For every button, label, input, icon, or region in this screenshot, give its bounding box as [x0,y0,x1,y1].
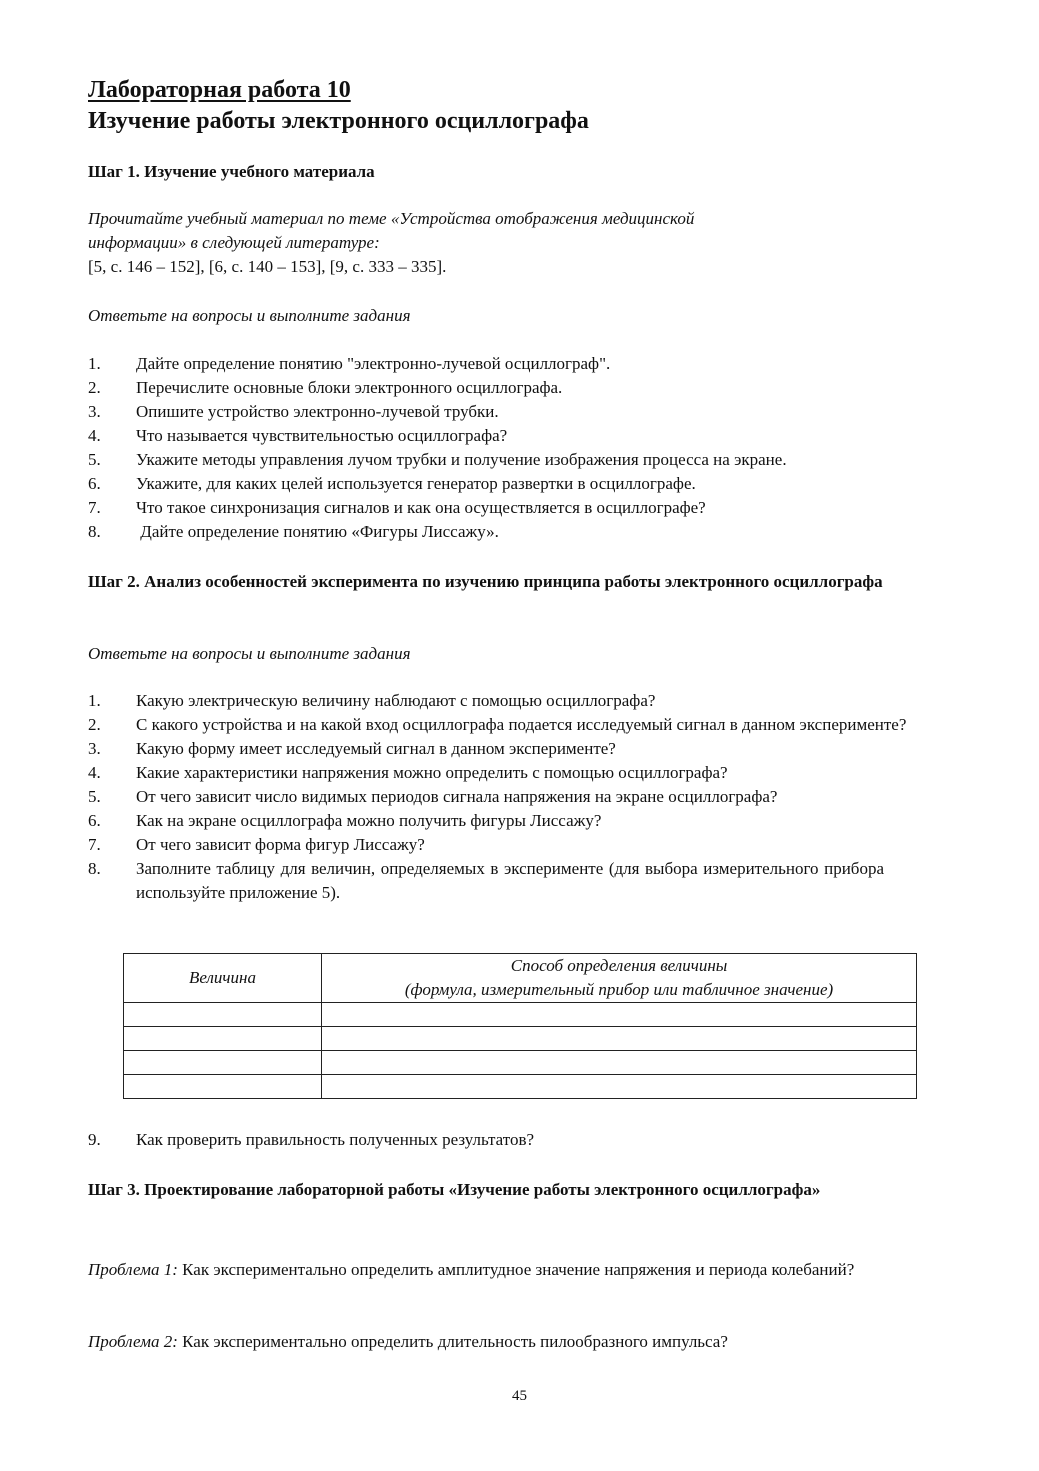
question-text: Что такое синхронизация сигналов и как она осуществляется в осциллографе? [136,498,706,517]
question-text: Заполните таблицу для величин, определяемых в эксперименте (для выбора измерительного прибора используйте приложение 5). [136,859,884,902]
table-cell [124,1027,322,1051]
step2-question [88,1128,954,1152]
question-number: 4. [88,763,101,782]
question-text: Что называется чувствительностью осциллографа? [136,426,508,445]
step2-question [88,737,954,761]
table-header-method [322,954,917,1003]
lab-subtitle: Изучение работы электронного осциллографа [88,108,589,134]
question-number: 4. [88,426,101,445]
question-text: Как на экране осциллографа можно получить фигуры Лиссажу? [136,811,602,830]
step2-question-9 [88,1128,954,1152]
table-row [124,1003,917,1027]
step2-question [88,689,954,713]
question-number: 3. [88,402,101,421]
question-number: 2. [88,715,101,734]
problem-2 [88,1330,954,1353]
step1-question [88,496,954,520]
step1-question [88,520,954,544]
step3-heading: Шаг 3. Проектирование лабораторной работы «Изучение работы электронного осциллографа» [88,1180,821,1199]
step1-reading-line1: Прочитайте учебный материал по теме «Устройства отображения медицинской [88,209,695,228]
question-number: 7. [88,835,101,854]
table-row [124,1027,917,1051]
lab-title: Лабораторная работа 10 [88,77,351,103]
step2-heading: Шаг 2. Анализ особенностей эксперимента по изучению принципа работы электронного осциллографа [88,572,883,591]
question-text: От чего зависит форма фигур Лиссажу? [136,835,425,854]
question-number: 3. [88,739,101,758]
step1-question-list [88,352,954,544]
question-text: С какого устройства и на какой вход осциллографа подается исследуемый сигнал в данном эксперименте? [136,715,907,734]
question-text: От чего зависит число видимых периодов сигнала напряжения на экране осциллографа? [136,787,778,806]
question-number: 5. [88,787,101,806]
step1-question [88,424,954,448]
problem-2-label: Проблема 2: [88,1332,178,1351]
step2-question [88,761,954,785]
step1-question [88,472,954,496]
problem-1-text: Как экспериментально определить амплитудное значение напряжения и периода колебаний? [177,1260,855,1279]
table-header-quantity: Величина [124,954,322,1003]
page-number: 45 [512,1388,527,1404]
table-cell [124,1003,322,1027]
table-header-row [124,954,917,1003]
table-cell [322,1027,917,1051]
question-number: 1. [88,354,101,373]
step1-question [88,400,954,424]
step2-question [88,713,954,737]
question-text: Какую электрическую величину наблюдают с помощью осциллографа? [136,691,656,710]
question-text: Укажите методы управления лучом трубки и получение изображения процесса на экране. [136,450,787,469]
table-header-method-line1: Способ определения величины [510,956,728,975]
table-cell [124,1051,322,1075]
table-row [124,1051,917,1075]
question-text: Укажите, для каких целей используется генератор развертки в осциллографе. [136,474,696,493]
question-number: 1. [88,691,101,710]
question-text: Какие характеристики напряжения можно определить с помощью осциллографа? [136,763,728,782]
table-row [124,1075,917,1099]
step1-question [88,448,954,472]
table-cell [322,1003,917,1027]
step2-instruction: Ответьте на вопросы и выполните задания [88,644,411,663]
table-cell [322,1075,917,1099]
step2-question [88,857,954,905]
step1-reading-line2: информации» в следующей литературе: [88,233,380,252]
question-number: 7. [88,498,101,517]
question-text: Дайте определение понятию "электронно-лучевой осциллограф". [136,354,611,373]
question-number: 8. [88,859,101,878]
step2-question [88,833,954,857]
problem-1-label: Проблема 1: [88,1260,178,1279]
table-cell [124,1075,322,1099]
measurement-table [123,953,917,1099]
question-number: 9. [88,1130,101,1149]
question-number: 8. [88,522,101,541]
question-text: Как проверить правильность полученных результатов? [136,1130,535,1149]
table-cell [322,1051,917,1075]
question-text: Какую форму имеет исследуемый сигнал в данном эксперименте? [136,739,616,758]
step2-question [88,785,954,809]
question-text: Дайте определение понятию «Фигуры Лиссажу». [136,522,499,541]
question-number: 6. [88,811,101,830]
problem-1 [88,1258,954,1281]
step1-references: [5, с. 146 – 152], [6, с. 140 – 153], [9, с. 333 – 335]. [88,257,447,276]
question-number: 6. [88,474,101,493]
step2-question [88,809,954,833]
step2-question-list [88,689,954,905]
step1-heading: Шаг 1. Изучение учебного материала [88,162,375,181]
question-text: Опишите устройство электронно-лучевой трубки. [136,402,499,421]
question-number: 5. [88,450,101,469]
step1-instruction: Ответьте на вопросы и выполните задания [88,306,411,325]
step1-question [88,352,954,376]
table-header-method-line2: (формула, измерительный прибор или табличное значение) [404,980,834,999]
problem-2-text: Как экспериментально определить длительность пилообразного импульса? [177,1332,728,1351]
question-number: 2. [88,378,101,397]
step1-question [88,376,954,400]
question-text: Перечислите основные блоки электронного осциллографа. [136,378,563,397]
